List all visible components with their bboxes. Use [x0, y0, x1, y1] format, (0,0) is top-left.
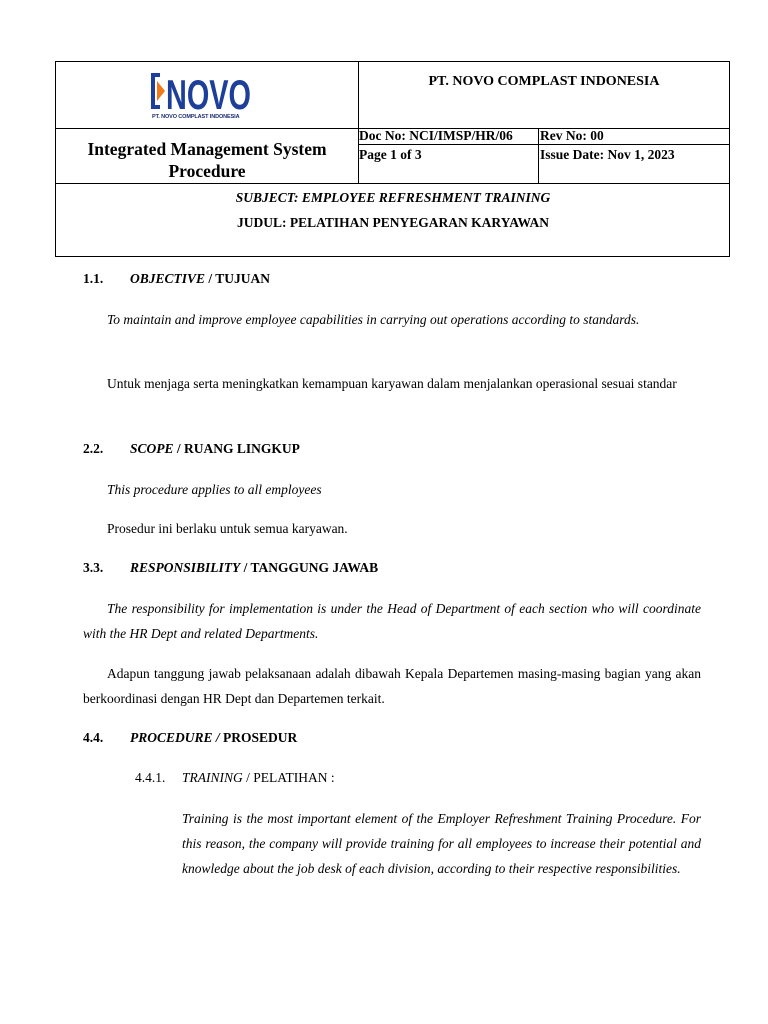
- scope-paragraph-id: Prosedur ini berlaku untuk semua karyawan.: [107, 521, 348, 536]
- page-number: Page 1 of 3: [359, 147, 422, 162]
- section-title-id: PROSEDUR: [219, 730, 298, 745]
- section-number: 3.3.: [83, 560, 104, 575]
- scope-paragraph-en: This procedure applies to all employees: [107, 482, 322, 497]
- section-heading-objective: [83, 271, 270, 287]
- section-heading-procedure: [83, 730, 297, 746]
- subsection-heading-training: [135, 770, 335, 786]
- section-title-en: RESPONSIBILITY: [130, 560, 241, 575]
- section-heading-scope: [83, 441, 300, 457]
- section-title-id: / TUJUAN: [205, 271, 271, 286]
- subject-title: SUBJECT: EMPLOYEE REFRESHMENT TRAINING: [235, 190, 551, 205]
- section-number: 1.1.: [83, 271, 104, 286]
- subsection-title-id: / PELATIHAN :: [242, 770, 335, 785]
- section-title-id: / TANGGUNG JAWAB: [240, 560, 379, 575]
- doc-number: Doc No: NCI/IMSP/HR/06: [359, 128, 513, 143]
- section-heading-responsibility: [83, 560, 378, 576]
- judul-title: JUDUL: PELATIHAN PENYEGARAN KARYAWAN: [237, 215, 549, 230]
- objective-paragraph-en: To maintain and improve employee capabilities in carrying out operations according to standards.: [107, 312, 640, 327]
- section-number: 4.4.: [83, 730, 104, 745]
- header-divider: [56, 128, 358, 129]
- section-title-en: OBJECTIVE: [130, 271, 206, 286]
- header-divider: [56, 183, 730, 184]
- section-title-en: SCOPE: [130, 441, 174, 456]
- header-divider: [358, 144, 730, 145]
- logo-text: NOVO: [166, 71, 251, 118]
- responsibility-paragraph-id: Adapun tanggung jawab pelaksanaan adalah dibawah Kepala Departemen masing-masing bagian yang akan berkoordinasi dengan HR Dept dan Departemen terkait.: [83, 666, 701, 706]
- section-title-id: / RUANG LINGKUP: [173, 441, 300, 456]
- company-name: PT. NOVO COMPLAST INDONESIA: [428, 74, 660, 89]
- training-paragraph-en: Training is the most important element of the Employer Refreshment Training Procedure. For this reason, the company will provide training for all employees to increase their potential and knowledge about the job desk of each division, according to their respective responsibilities.: [182, 811, 701, 876]
- subsection-title-en: TRAINING: [182, 770, 243, 785]
- section-number: 2.2.: [83, 441, 104, 456]
- system-title-line2: Procedure: [168, 161, 246, 181]
- objective-paragraph-id: Untuk menjaga serta meningkatkan kemampuan karyawan dalam menjalankan operasional sesuai standar: [107, 376, 677, 391]
- responsibility-paragraph-en: The responsibility for implementation is under the Head of Department of each section who will coordinate with the HR Dept and related Departments.: [83, 601, 701, 641]
- section-title-en: PROCEDURE /: [130, 730, 220, 745]
- subsection-number: 4.4.1.: [135, 770, 166, 785]
- issue-date: Issue Date: Nov 1, 2023: [540, 147, 675, 162]
- document-header-table: [55, 61, 730, 257]
- revision-number: Rev No: 00: [540, 128, 604, 143]
- logo-tagline: PT. NOVO COMPLAST INDONESIA: [152, 114, 240, 120]
- system-title: [56, 138, 358, 182]
- system-title-line1: Integrated Management System: [87, 139, 327, 159]
